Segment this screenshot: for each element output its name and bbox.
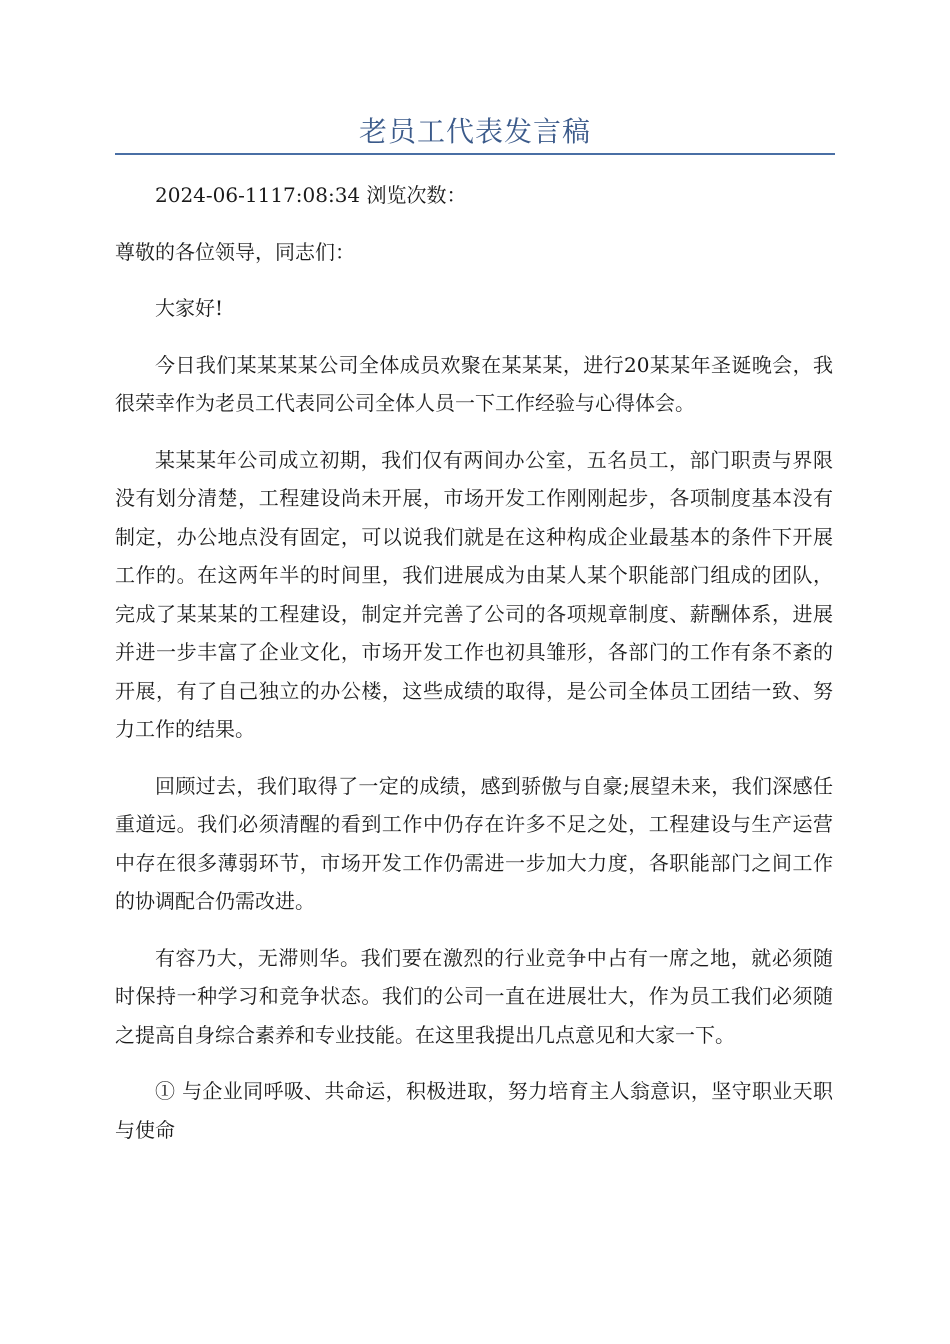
publish-meta: 2024-06-1117:08:34 浏览次数： [155,183,467,207]
document-title: 老员工代表发言稿 [358,115,591,148]
paragraph: 今日我们某某某某公司全体成员欢聚在某某某，进行20某某年圣诞晚会，我很荣幸作为老员工代表同公司全体人员一下工作经验与心得体会。 [115,352,833,415]
paragraph: 有容乃大，无滞则华。我们要在激烈的行业竞争中占有一席之地，就必须随时保持一种学习和竞争状态。我们的公司一直在进展壮大，作为员工我们必须随之提高自身综合素养和专业技能。在这里我提出几点意见和大家一下。 [115,945,833,1047]
salutation: 尊敬的各位领导，同志们： [115,239,355,264]
list-item: ① 与企业同呼吸、共命运，积极进取，努力培育主人翁意识，坚守职业天职与使命 [115,1079,833,1142]
paragraph: 某某某年公司成立初期，我们仅有两间办公室，五名员工，部门职责与界限没有划分清楚，工程建设尚未开展，市场开发工作刚刚起步，各项制度基本没有制定，办公地点没有固定，可以说我们就是在这种构成企业最基本的条件下开展工作的。在这两年半的时间里，我们进展成为由某人某个职能部门组成的团队，完成了某某某的工程建设，制定并完善了公司的各项规章制度、薪酬体系，进展并进一步丰富了企业文化，市场开发工作也初具雏形，各部门的工作有条不紊的开展，有了自己独立的办公楼，这些成绩的取得，是公司全体员工团结一致、努力工作的结果。 [115,447,833,741]
document-body [115,176,833,1167]
paragraph: 回顾过去，我们取得了一定的成绩，感到骄傲与自豪;展望未来，我们深感任重道远。我们必须清醒的看到工作中仍存在许多不足之处，工程建设与生产运营中存在很多薄弱环节，市场开发工作仍需进一步加大力度，各职能部门之间工作的协调配合仍需改进。 [115,773,833,913]
title-divider [115,153,835,155]
greeting: 大家好! [155,296,224,320]
